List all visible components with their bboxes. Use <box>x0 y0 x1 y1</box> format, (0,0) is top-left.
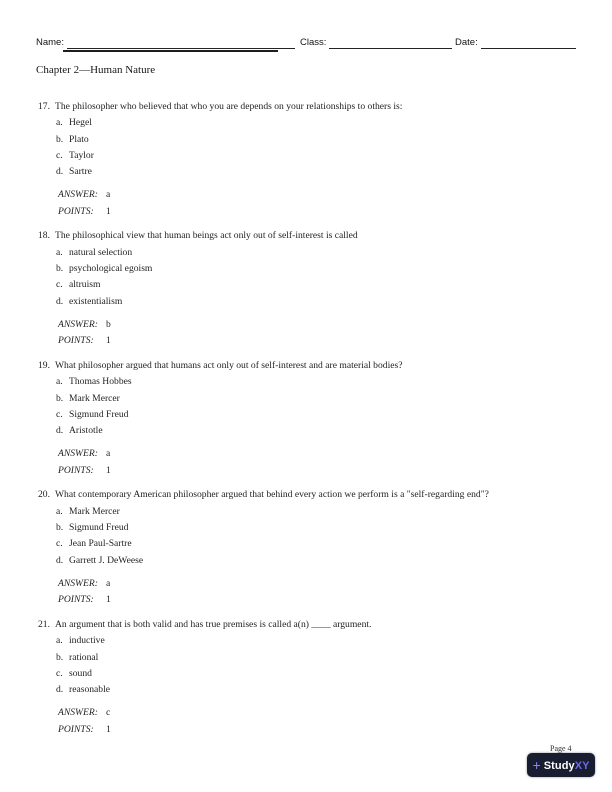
class-field <box>300 37 452 49</box>
name-label: Name: <box>36 37 64 48</box>
question-number: 21. <box>38 618 50 630</box>
points-value: 1 <box>106 594 111 606</box>
fill-in-header <box>36 36 576 49</box>
option-d: d. reasonable <box>56 684 111 696</box>
answer-value: a <box>106 577 111 589</box>
points-row: POINTS: 1 <box>58 463 576 480</box>
option-c: c. altruism <box>56 279 101 291</box>
option-c: c. Jean Paul-Sartre <box>56 538 132 550</box>
option-d: d. Garrett J. DeWeese <box>56 554 144 566</box>
question-number: 18. <box>38 230 50 242</box>
answer-value: b <box>106 318 111 330</box>
option-d: d. Aristotle <box>56 425 103 437</box>
chapter-title: Chapter 2—Human Nature <box>36 64 156 76</box>
name-field <box>36 37 295 49</box>
answer-value: a <box>106 189 111 201</box>
option-d: d. Sartre <box>56 166 92 178</box>
date-blank-line <box>481 37 576 49</box>
document-body <box>36 63 576 746</box>
option-a: a. Thomas Hobbes <box>56 376 132 388</box>
option-d: d. existentialism <box>56 295 123 307</box>
points-row: POINTS: 1 <box>58 722 576 739</box>
points-value: 1 <box>106 464 111 476</box>
question-19 <box>36 358 576 479</box>
question-number: 20. <box>38 489 50 501</box>
question-number: 19. <box>38 359 50 371</box>
answer-row: ANSWER: b <box>58 317 576 334</box>
scan-artifact-line <box>63 50 278 52</box>
points-value: 1 <box>106 723 111 735</box>
points-row: POINTS: 1 <box>58 592 576 609</box>
option-c: c. Sigmund Freud <box>56 408 129 420</box>
question-text: What philosopher argued that humans act only out of self-interest and are material bodies? <box>55 359 403 371</box>
question-text: The philosopher who believed that who you are depends on your relationships to others is: <box>55 101 403 112</box>
class-label: Class: <box>300 37 327 48</box>
option-b: b. Sigmund Freud <box>56 522 129 534</box>
option-a: a. Mark Mercer <box>56 505 120 517</box>
answer-row: ANSWER: c <box>58 705 576 722</box>
date-field <box>455 37 576 49</box>
question-17 <box>36 99 576 220</box>
question-18 <box>36 228 576 349</box>
points-value: 1 <box>106 335 111 347</box>
answer-row: ANSWER: a <box>58 187 576 204</box>
option-a: a. Hegel <box>56 117 92 129</box>
option-c: c. sound <box>56 667 92 679</box>
option-a: a. inductive <box>56 635 105 647</box>
points-value: 1 <box>106 205 111 217</box>
points-row: POINTS: 1 <box>58 204 576 221</box>
name-blank-line <box>67 37 295 49</box>
question-21 <box>36 617 576 738</box>
option-b: b. rational <box>56 651 99 663</box>
page-number: Page 4 <box>550 744 572 753</box>
question-text: What contemporary American philosopher argued that behind every action we perform is a "self-regarding end"? <box>55 489 489 501</box>
answer-row: ANSWER: a <box>58 576 576 593</box>
option-b: b. Mark Mercer <box>56 392 120 404</box>
question-number: 17. <box>38 101 50 112</box>
studyxy-brand-badge[interactable] <box>527 753 595 777</box>
points-row: POINTS: 1 <box>58 333 576 350</box>
question-20 <box>36 487 576 608</box>
answer-value: c <box>106 707 111 719</box>
brand-wordmark: StudyXY <box>543 760 590 772</box>
plus-icon: + <box>532 756 541 773</box>
option-c: c. Taylor <box>56 149 94 161</box>
question-text: An argument that is both valid and has true premises is called a(n) ____ argument. <box>55 618 372 630</box>
option-b: b. psychological egoism <box>56 263 153 275</box>
answer-row: ANSWER: a <box>58 446 576 463</box>
option-a: a. natural selection <box>56 246 133 258</box>
answer-value: a <box>106 448 111 460</box>
date-label: Date: <box>455 37 478 48</box>
class-blank-line <box>329 37 452 49</box>
question-text: The philosophical view that human beings act only out of self-interest is called <box>55 230 358 242</box>
option-b: b. Plato <box>56 133 89 145</box>
